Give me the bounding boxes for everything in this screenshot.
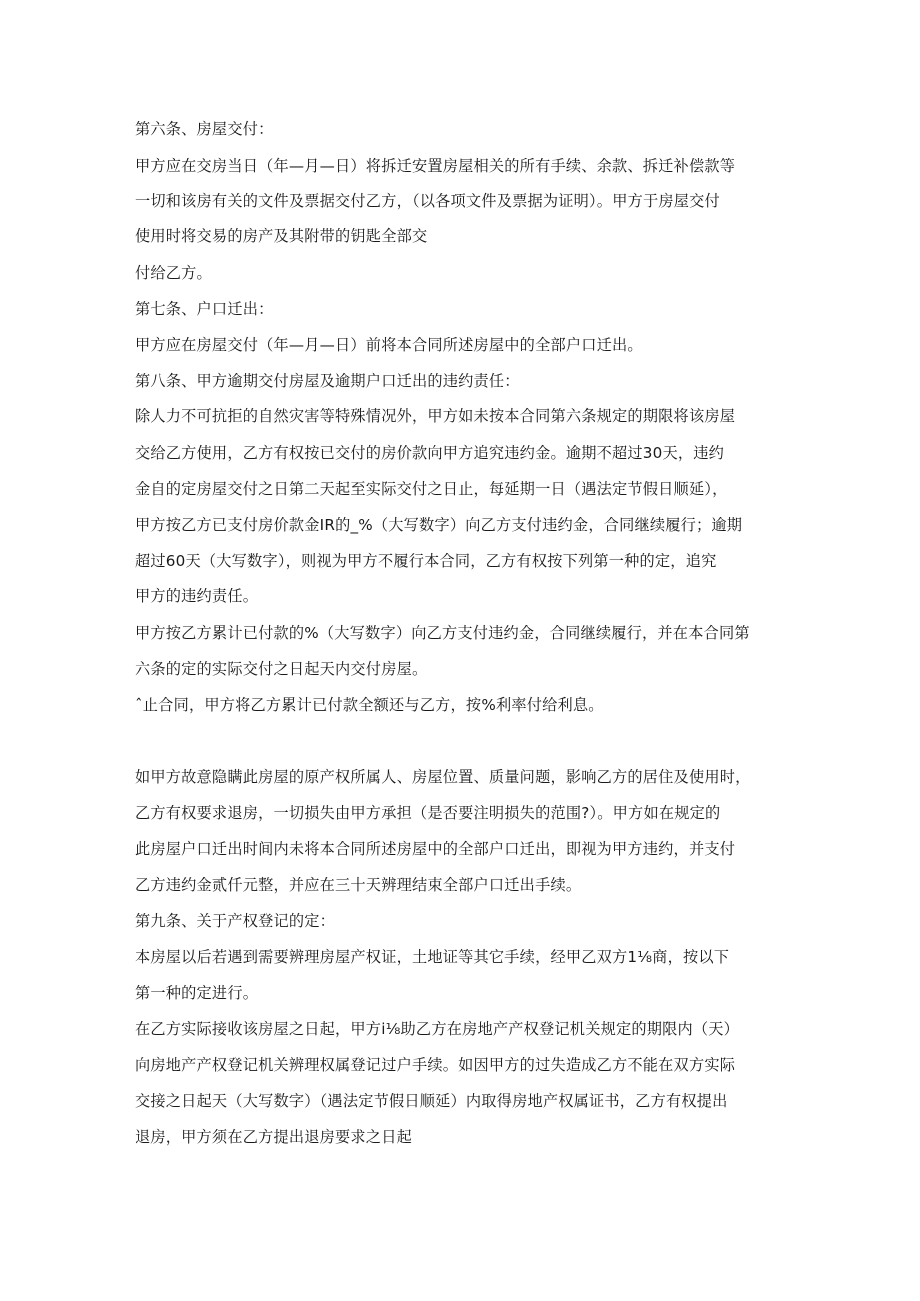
text-line: 交接之日起天（大写数字）（遇法定节假日顺延）内取得房地产权属证书，乙方有权提出	[135, 1092, 728, 1110]
text-line: 甲方的违约责任。	[135, 587, 259, 605]
text-line: 甲方按乙方已支付房价款金IR的_%（大写数字）向乙方支付违约金，合同继续履行；逾期	[135, 516, 743, 534]
text-line: 第六条、房屋交付：	[135, 120, 274, 138]
text-line: 乙方违约金贰仟元整，并应在三十天辨理结束全部户口迁出手续。	[135, 876, 582, 894]
text-line: 甲方应在房屋交付（年—月—日）前将本合同所述房屋中的全部户口迁出。	[135, 336, 643, 354]
text-line: 第七条、户口迁出：	[135, 300, 274, 318]
text-line: 此房屋户口迁出时间内未将本合同所述房屋中的全部户口迁出，即视为甲方违约，并支付	[135, 840, 736, 858]
text-line: 甲方按乙方累计已付款的%（大写数字）向乙方支付违约金，合同继续履行，并在本合同第	[135, 624, 750, 642]
text-line: 向房地产产权登记机关辨理权属登记过户手续。如因甲方的过失造成乙方不能在双方实际	[135, 1056, 736, 1074]
text-line: 金自的定房屋交付之日第二天起至实际交付之日止，每延期一日（遇法定节假日顺延），	[135, 480, 728, 498]
text-line: 在乙方实际接收该房屋之日起，甲方i⅛助乙方在房地产产权登记机关规定的期限内（天）	[135, 1020, 740, 1038]
text-line: 甲方应在交房当日（年—月—日）将拆迁安置房屋相关的所有手续、余款、拆迁补偿款等	[135, 157, 736, 175]
text-line: 如甲方故意隐瞒此房屋的原产权所属人、房屋位置、质量问题，影响乙方的居住及使用时，	[135, 768, 751, 786]
text-line: 六条的定的实际交付之日起天内交付房屋。	[135, 660, 428, 678]
text-line: 第一种的定进行。	[135, 984, 259, 1002]
text-line: 使用时将交易的房产及其附带的钥匙全部交	[135, 227, 428, 245]
text-line: 第九条、关于产权登记的定：	[135, 912, 336, 930]
text-line: 交给乙方使用，乙方有权按已交付的房价款向甲方追究违约金。逾期不超过30天，违约	[135, 444, 725, 462]
text-line: 乙方有权要求退房，一切损失由甲方承担（是否要注明损失的范围?）。甲方如在规定的	[135, 804, 721, 822]
text-line: 一切和该房有关的文件及票据交付乙方，（以各项文件及票据为证明）。甲方于房屋交付	[135, 192, 720, 210]
text-line: ˆ止合同，甲方将乙方累计已付款全额还与乙方，按%利率付给利息。	[135, 696, 604, 714]
text-line: 退房，甲方须在乙方提出退房要求之日起	[135, 1128, 412, 1146]
text-line: 本房屋以后若遇到需要辨理房屋产权证，土地证等其它手续，经甲乙双方1⅛商，按以下	[135, 948, 730, 966]
text-line: 付给乙方。	[135, 264, 212, 282]
text-line: 除人力不可抗拒的自然灾害等特殊情况外，甲方如未按本合同第六条规定的期限将该房屋	[135, 407, 736, 425]
text-line: 超过60天（大写数字），则视为甲方不履行本合同，乙方有权按下列第一种的定，追究	[135, 552, 717, 570]
text-line: 第八条、甲方逾期交付房屋及逾期户口迁出的违约责任：	[135, 372, 520, 390]
